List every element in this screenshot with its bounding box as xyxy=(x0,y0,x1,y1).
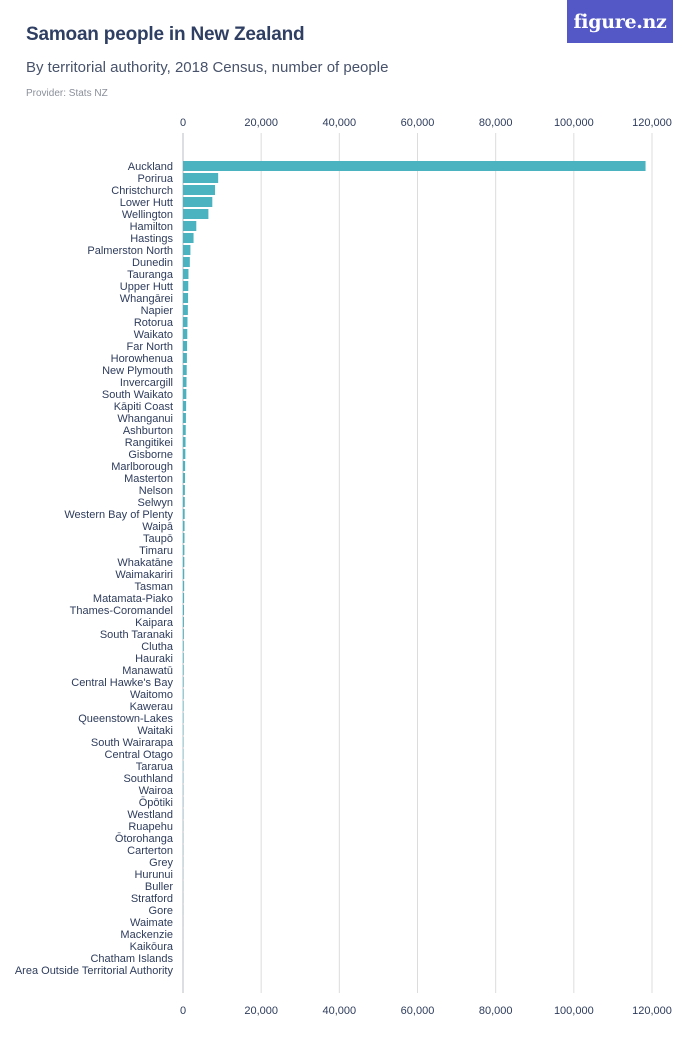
category-label: Nelson xyxy=(138,485,173,497)
bar[interactable] xyxy=(183,197,212,207)
bar[interactable] xyxy=(183,173,218,183)
x-tick-label-bottom: 40,000 xyxy=(322,1005,357,1017)
bottom-x-axis xyxy=(180,1005,672,1017)
category-label: Kawerau xyxy=(129,701,173,713)
bar[interactable] xyxy=(183,641,184,651)
bar[interactable] xyxy=(183,653,184,663)
bar[interactable] xyxy=(183,341,187,351)
category-label: South Taranaki xyxy=(99,629,173,641)
bar[interactable] xyxy=(183,689,184,699)
category-label: South Wairarapa xyxy=(90,737,173,749)
category-label: Ōtorohanga xyxy=(114,833,173,845)
bar[interactable] xyxy=(183,569,184,579)
bar[interactable] xyxy=(183,317,187,327)
gridlines xyxy=(183,133,652,993)
bar[interactable] xyxy=(183,185,215,195)
category-label: Waitaki xyxy=(137,725,173,737)
bar[interactable] xyxy=(183,617,184,627)
bar[interactable] xyxy=(183,545,184,555)
bar[interactable] xyxy=(183,629,184,639)
bar[interactable] xyxy=(183,329,187,339)
bars xyxy=(183,161,646,963)
x-tick-label-top: 60,000 xyxy=(400,117,435,129)
category-label: Western Bay of Plenty xyxy=(64,509,173,521)
bar[interactable] xyxy=(183,353,187,363)
category-label: Mackenzie xyxy=(120,929,173,941)
category-label: Waimakariri xyxy=(115,569,173,581)
bar[interactable] xyxy=(183,677,184,687)
category-label: Masterton xyxy=(124,473,173,485)
category-label: Auckland xyxy=(127,161,173,173)
bar[interactable] xyxy=(183,413,186,423)
category-labels xyxy=(15,161,174,977)
category-label: Manawatū xyxy=(122,665,173,677)
category-label: Matamata-Piako xyxy=(92,593,173,605)
category-label: Timaru xyxy=(139,545,173,557)
category-label: Whakatāne xyxy=(117,557,173,569)
category-label: Selwyn xyxy=(137,497,173,509)
bar[interactable] xyxy=(183,209,208,219)
category-label: Tasman xyxy=(134,581,173,593)
category-label: Taupō xyxy=(143,533,173,545)
category-label: Upper Hutt xyxy=(119,281,173,293)
category-label: Hurunui xyxy=(134,869,173,881)
bar[interactable] xyxy=(183,581,184,591)
category-label: South Waikato xyxy=(101,389,173,401)
data-provider: Provider: Stats NZ xyxy=(26,88,108,99)
category-label: Thames-Coromandel xyxy=(69,605,173,617)
category-label: Chatham Islands xyxy=(90,953,173,965)
category-label: Waikato xyxy=(133,329,173,341)
category-label: Waimate xyxy=(130,917,173,929)
bar[interactable] xyxy=(183,509,185,519)
category-label: Central Otago xyxy=(104,749,173,761)
bar[interactable] xyxy=(183,401,186,411)
category-label: Tauranga xyxy=(127,269,173,281)
category-label: Tararua xyxy=(135,761,173,773)
bar[interactable] xyxy=(183,533,184,543)
x-tick-label-bottom: 120,000 xyxy=(632,1005,672,1017)
bar[interactable] xyxy=(183,605,184,615)
category-label: Lower Hutt xyxy=(119,197,173,209)
category-label: Grey xyxy=(149,857,173,869)
category-label: Gore xyxy=(148,905,173,917)
bar[interactable] xyxy=(183,461,185,471)
category-label: Hauraki xyxy=(135,653,173,665)
bar[interactable] xyxy=(183,269,188,279)
bar[interactable] xyxy=(183,425,186,435)
category-label: Wellington xyxy=(121,209,173,221)
category-label: Whangārei xyxy=(119,293,173,305)
category-label: Ruapehu xyxy=(128,821,173,833)
category-label: Waipā xyxy=(142,521,173,533)
bar[interactable] xyxy=(183,437,186,447)
category-label: Hastings xyxy=(130,233,173,245)
category-label: Buller xyxy=(144,881,173,893)
category-label: Westland xyxy=(127,809,173,821)
bar[interactable] xyxy=(183,485,185,495)
category-label: Ōpōtiki xyxy=(138,797,173,809)
category-label: Napier xyxy=(140,305,173,317)
x-tick-label-bottom: 0 xyxy=(179,1005,187,1017)
bar[interactable] xyxy=(183,233,194,243)
category-label: Porirua xyxy=(137,173,173,185)
bar[interactable] xyxy=(183,473,185,483)
bar[interactable] xyxy=(183,365,187,375)
category-label: Stratford xyxy=(130,893,173,905)
category-label: Horowhenua xyxy=(110,353,173,365)
bar[interactable] xyxy=(183,221,196,231)
top-x-axis xyxy=(180,117,672,129)
x-tick-label-top: 120,000 xyxy=(632,117,672,129)
category-label: Far North xyxy=(126,341,173,353)
bar[interactable] xyxy=(183,245,190,255)
bar[interactable] xyxy=(183,701,184,711)
category-label: Southland xyxy=(123,773,173,785)
category-label: Palmerston North xyxy=(87,245,173,257)
x-tick-label-top: 20,000 xyxy=(244,117,278,129)
category-label: New Plymouth xyxy=(102,365,173,377)
bar[interactable] xyxy=(183,593,184,603)
x-tick-label-top: 0 xyxy=(179,117,187,129)
bar[interactable] xyxy=(183,305,188,315)
category-label: Clutha xyxy=(141,641,173,653)
category-label: Hamilton xyxy=(129,221,173,233)
bar[interactable] xyxy=(183,713,184,723)
bar[interactable] xyxy=(183,725,184,735)
category-label: Invercargill xyxy=(119,377,173,389)
category-label: Area Outside Territorial Authority xyxy=(14,965,173,977)
category-label: Kaipara xyxy=(135,617,173,629)
figure-nz-logo[interactable]: figure.nz xyxy=(567,0,673,43)
bar[interactable] xyxy=(183,521,185,531)
category-label: Waitomo xyxy=(130,689,173,701)
chart-subtitle: By territorial authority, 2018 Census, number of people xyxy=(26,59,389,76)
x-tick-label-bottom: 100,000 xyxy=(553,1005,594,1017)
x-tick-label-top: 80,000 xyxy=(478,117,513,129)
category-label: Dunedin xyxy=(132,257,173,269)
category-label: Gisborne xyxy=(128,449,173,461)
category-label: Kāpiti Coast xyxy=(113,401,173,413)
x-tick-label-bottom: 60,000 xyxy=(400,1005,435,1017)
x-tick-label-bottom: 80,000 xyxy=(478,1005,513,1017)
bar[interactable] xyxy=(183,557,184,567)
category-label: Carterton xyxy=(127,845,173,857)
category-label: Central Hawke's Bay xyxy=(71,677,173,689)
bar[interactable] xyxy=(183,377,187,387)
category-label: Queenstown-Lakes xyxy=(78,713,173,725)
category-label: Kaikōura xyxy=(129,941,173,953)
x-tick-label-top: 100,000 xyxy=(553,117,594,129)
category-label: Rotorua xyxy=(133,317,173,329)
bar[interactable] xyxy=(183,389,186,399)
category-label: Wairoa xyxy=(138,785,173,797)
x-tick-label-top: 40,000 xyxy=(322,117,357,129)
x-tick-label-bottom: 20,000 xyxy=(244,1005,278,1017)
bar[interactable] xyxy=(183,497,185,507)
bar[interactable] xyxy=(183,293,188,303)
category-label: Christchurch xyxy=(111,185,173,197)
bar[interactable] xyxy=(183,449,185,459)
bar[interactable] xyxy=(183,161,646,171)
bar[interactable] xyxy=(183,257,190,267)
category-label: Rangitikei xyxy=(124,437,173,449)
bar[interactable] xyxy=(183,281,188,291)
chart-title: Samoan people in New Zealand xyxy=(26,24,305,45)
category-label: Ashburton xyxy=(122,425,173,437)
category-label: Marlborough xyxy=(111,461,173,473)
category-label: Whanganui xyxy=(117,413,173,425)
bar[interactable] xyxy=(183,665,184,675)
